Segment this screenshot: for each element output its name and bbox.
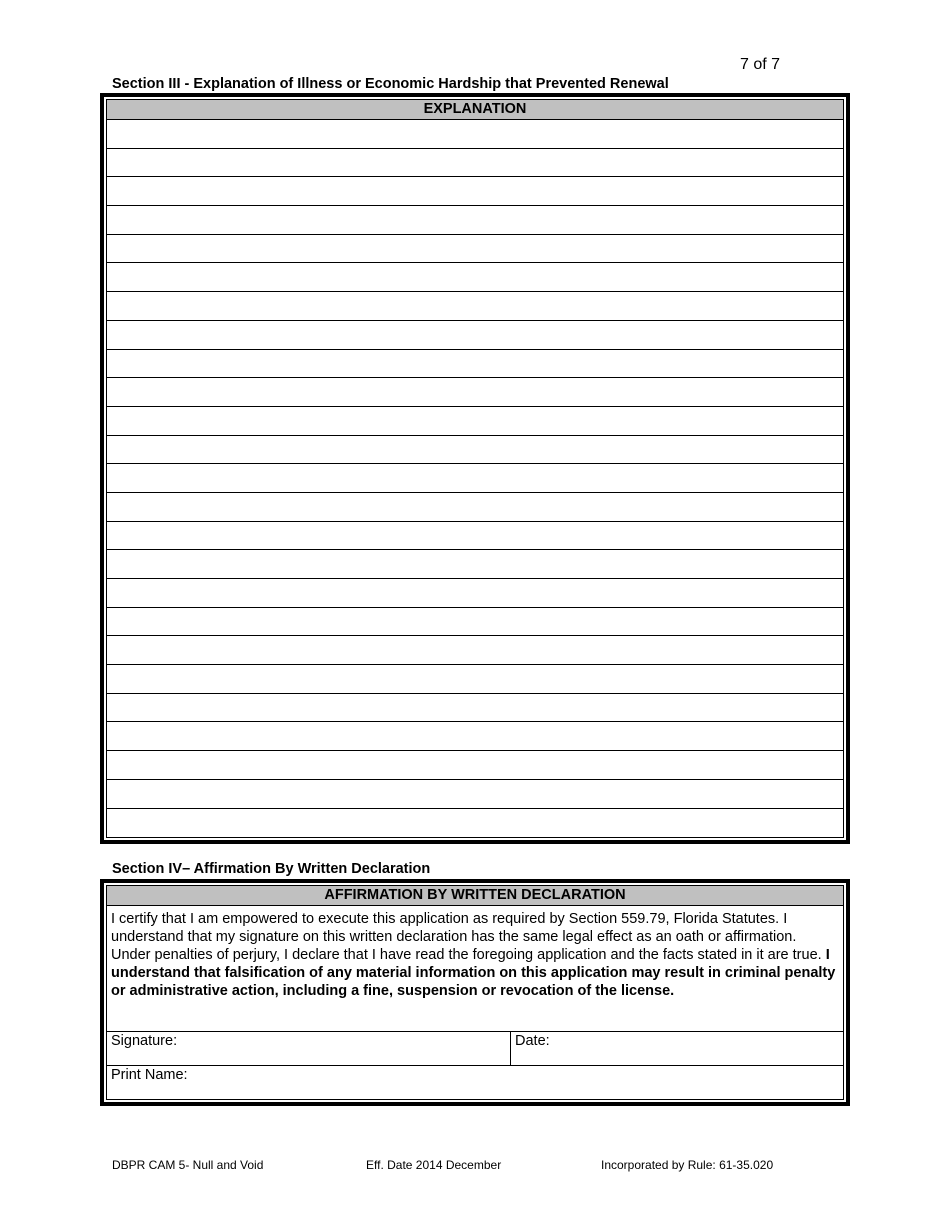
footer-effective-date: Eff. Date 2014 December [366,1158,502,1172]
explanation-line[interactable] [107,608,843,637]
explanation-line[interactable] [107,407,843,436]
footer-form-id: DBPR CAM 5- Null and Void [112,1158,264,1172]
explanation-line[interactable] [107,436,843,465]
explanation-line[interactable] [107,751,843,780]
explanation-line[interactable] [107,292,843,321]
explanation-line[interactable] [107,235,843,264]
explanation-line[interactable] [107,321,843,350]
explanation-line[interactable] [107,177,843,206]
signature-label: Signature: [111,1033,178,1049]
date-label: Date: [515,1033,550,1049]
explanation-line[interactable] [107,550,843,579]
explanation-line[interactable] [107,809,843,837]
explanation-line[interactable] [107,722,843,751]
signature-row [107,1031,843,1065]
affirmation-warning: I understand that falsification of any material information on this application may result in criminal penalty or administrative action, including a fine, suspension or revocation of the license. [111,947,836,999]
explanation-line[interactable] [107,378,843,407]
explanation-line[interactable] [107,522,843,551]
explanation-line[interactable] [107,694,843,723]
explanation-line[interactable] [107,206,843,235]
explanation-line[interactable] [107,493,843,522]
affirmation-text [107,906,843,1031]
explanation-line[interactable] [107,464,843,493]
print-name-field[interactable] [107,1065,843,1100]
explanation-table-header: EXPLANATION [107,100,843,120]
affirmation-table [100,879,850,1106]
footer-rule: Incorporated by Rule: 61-35.020 [601,1158,774,1172]
explanation-line[interactable] [107,665,843,694]
print-name-label: Print Name: [111,1067,188,1083]
explanation-line[interactable] [107,579,843,608]
page-number: 7 of 7 [740,56,781,73]
explanation-line[interactable] [107,263,843,292]
date-field[interactable] [511,1032,843,1065]
explanation-line[interactable] [107,780,843,809]
explanation-line[interactable] [107,636,843,665]
affirmation-statement: I certify that I am empowered to execute this application as required by Section 559.79, Florida Statutes. I understand that my signature on this written declaration has the same legal effect as an oath or affirmation. Under penalties of perjury, I declare that I have read the foregoing application and the facts stated in it are true. [111,911,822,963]
section-3-heading: Section III - Explanation of Illness or Economic Hardship that Prevented Renewal [112,76,669,92]
explanation-line[interactable] [107,350,843,379]
explanation-line[interactable] [107,149,843,178]
explanation-lines [107,120,843,836]
signature-field[interactable] [107,1032,511,1065]
affirmation-table-header: AFFIRMATION BY WRITTEN DECLARATION [107,886,843,906]
explanation-table [100,93,850,844]
section-4-heading: Section IV– Affirmation By Written Declaration [112,861,431,877]
explanation-line[interactable] [107,120,843,149]
